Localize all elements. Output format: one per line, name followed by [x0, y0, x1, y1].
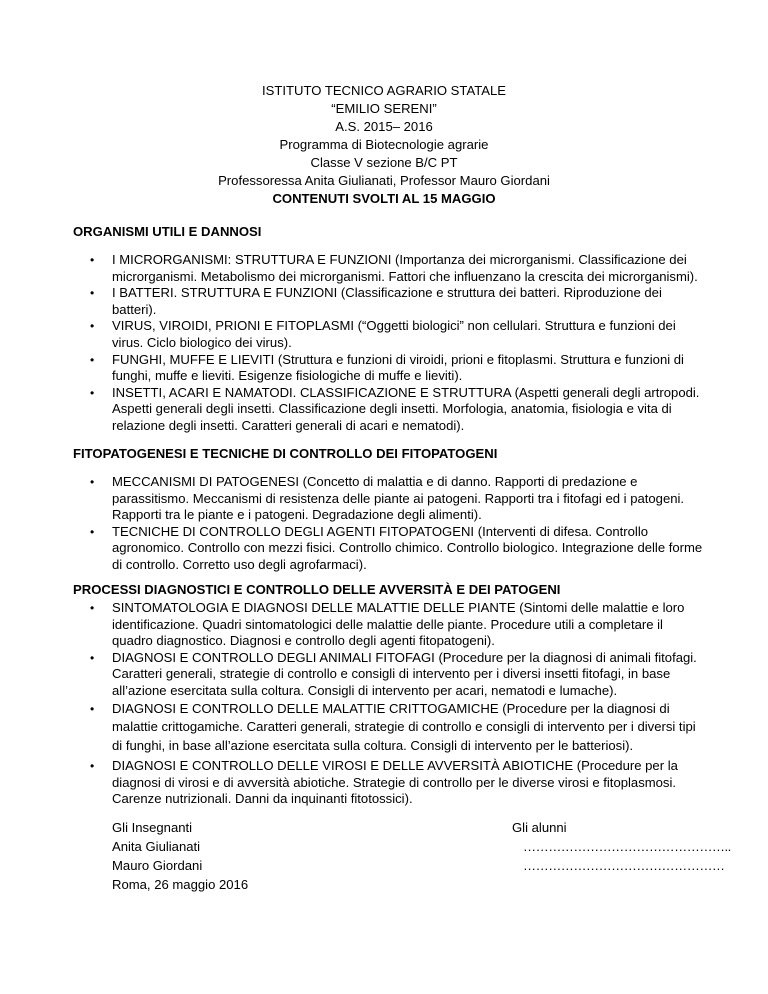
- place-date: Roma, 26 maggio 2016: [112, 877, 249, 892]
- signature-line: …………………………………………: [523, 858, 725, 873]
- list-item: • INSETTI, ACARI E NAMATODI. CLASSIFICAZIONE E STRUTTURA (Aspetti generali degli artropodi. Aspetti generali degli insetti. Classificazione degli insetti. Morfologia, anatomia, fisiologia e vita di relazione degli insetti. Caratteri generali di acari e nematodi).: [90, 384, 700, 433]
- section-list-organismi: [73, 252, 703, 435]
- program-title: Programma di Biotecnologie agrarie: [279, 137, 489, 152]
- bullet-icon: •: [90, 319, 95, 334]
- list-item: • DIAGNOSI E CONTROLLO DELLE MALATTIE CRITTOGAMICHE (Procedure per la diagnosi di malattie crittogamiche. Caratteri generali, strategie di controllo e consigli di intervento per i diversi tipi di funghi, in base all’azione esercitata sulla coltura. Consigli di intervento per le batteriosi).: [90, 700, 696, 753]
- school-title: “EMILIO SERENI”: [331, 101, 437, 116]
- document-header: [0, 82, 768, 208]
- school-year: A.S. 2015– 2016: [335, 119, 433, 134]
- document-subtitle: CONTENUTI SVOLTI AL 15 MAGGIO: [272, 191, 496, 206]
- bullet-icon: •: [90, 701, 95, 716]
- bullet-icon: •: [90, 601, 95, 615]
- list-item: • FUNGHI, MUFFE E LIEVITI (Struttura e funzioni di viroidi, prioni e fitoplasmi. Struttura e funzioni di funghi, muffe e lieviti. Esigenze fisiologiche di muffe e lieviti).: [90, 351, 684, 384]
- teachers-label: Gli Insegnanti: [112, 820, 193, 835]
- section-title-processi: PROCESSI DIAGNOSTICI E CONTROLLO DELLE AVVERSITÀ E DEI PATOGENI: [73, 582, 561, 597]
- bullet-icon: •: [90, 759, 95, 774]
- list-item: • SINTOMATOLOGIA E DIAGNOSI DELLE MALATTIE DELLE PIANTE (Sintomi delle malattie e loro identificazione. Quadri sintomatologici delle malattie delle piante. Procedure utili a completare il quadro diagnostico. Diagnosi e controllo degli agenti fitopatogeni).: [90, 600, 685, 649]
- section-title-organismi: ORGANISMI UTILI E DANNOSI: [73, 224, 262, 239]
- list-item: • TECNICHE DI CONTROLLO DEGLI AGENTI FITOPATOGENI (Interventi di difesa. Controllo agronomico. Controllo con mezzi fisici. Controllo chimico. Controllo biologico. Integrazione delle forme di controllo. Corretto uso degli agrofarmaci).: [90, 523, 703, 572]
- teacher-name: Mauro Giordani: [112, 858, 203, 873]
- bullet-icon: •: [90, 650, 95, 665]
- section-list-processi: [73, 600, 703, 808]
- bullet-icon: •: [90, 352, 95, 367]
- class-name: Classe V sezione B/C PT: [310, 155, 458, 170]
- teachers-line: Professoressa Anita Giulianati, Professor Mauro Giordani: [218, 173, 550, 188]
- bullet-icon: •: [90, 385, 95, 400]
- list-item: • MECCANISMI DI PATOGENESI (Concetto di malattia e di danno. Rapporti di predazione e parassitismo. Meccanismi di resistenza delle piante ai patogeni. Rapporti tra i fitofagi ed i patogeni. Rapporti tra le piante e i patogeni. Degradazione degli alimenti).: [90, 474, 685, 523]
- bullet-icon: •: [90, 253, 95, 267]
- school-name: ISTITUTO TECNICO AGRARIO STATALE: [262, 83, 506, 98]
- signature-line: …………………………………………..: [523, 839, 731, 854]
- list-item: • DIAGNOSI E CONTROLLO DELLE VIROSI E DELLE AVVERSITÀ ABIOTICHE (Procedure per la diagnosi di virosi e di avversità abiotiche. Strategie di controllo per le diverse virosi e fitoplasmosi. Carenze nutrizionali. Danni da inquinanti fitotossici).: [90, 758, 678, 807]
- teachers-signature-block: [112, 818, 248, 894]
- list-item: • DIAGNOSI E CONTROLLO DEGLI ANIMALI FITOFAGI (Procedure per la diagnosi di animali fitofagi. Caratteri generali, strategie di controllo e consigli di intervento per i diversi insetti fitofagi, in base all’azione esercitata sulla coltura. Consigli di intervento per acari, nematodi e lumache).: [90, 649, 697, 698]
- list-item: • I BATTERI. STRUTTURA E FUNZIONI (Classificazione e struttura dei batteri. Riproduzione dei batteri).: [90, 285, 662, 317]
- students-label: Gli alunni: [512, 820, 567, 835]
- section-title-fitopatogenesi: FITOPATOGENESI E TECNICHE DI CONTROLLO DEI FITOPATOGENI: [73, 446, 498, 461]
- list-item: • I MICRORGANISMI: STRUTTURA E FUNZIONI (Importanza dei microrganismi. Classificazione dei microrganismi. Metabolismo dei microrganismi. Fattori che influenzano la crescita dei microrganismi).: [90, 252, 698, 284]
- students-signature-block: [512, 818, 731, 875]
- bullet-icon: •: [90, 286, 95, 301]
- section-list-fitopatogenesi: [73, 474, 703, 574]
- list-item: • VIRUS, VIROIDI, PRIONI E FITOPLASMI (“Oggetti biologici” non cellulari. Struttura e funzioni dei virus. Ciclo biologico dei virus).: [90, 318, 676, 350]
- teacher-name: Anita Giulianati: [112, 839, 201, 854]
- bullet-icon: •: [90, 524, 95, 539]
- bullet-icon: •: [90, 475, 95, 489]
